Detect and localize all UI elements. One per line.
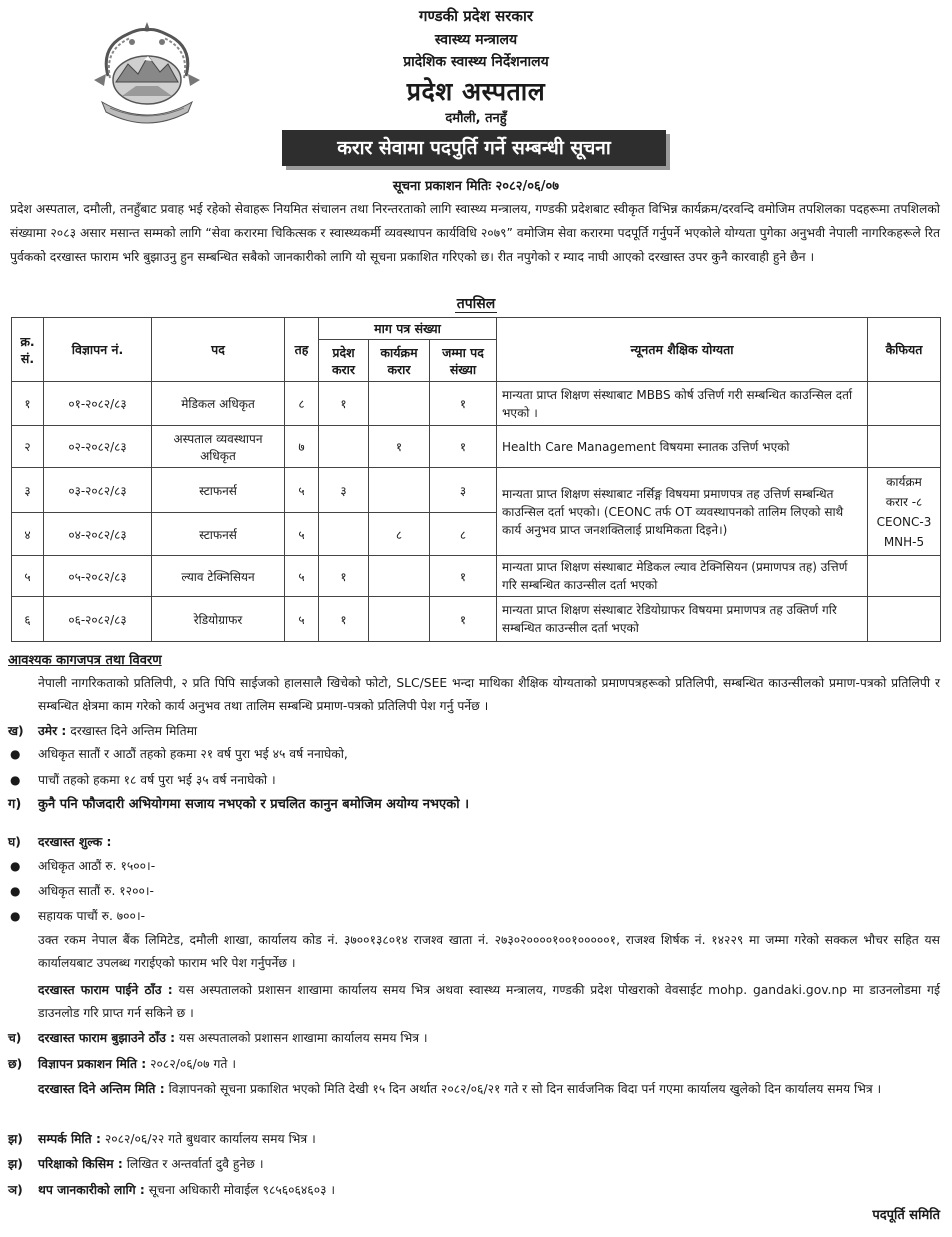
table-row	[12, 556, 941, 597]
vacancy-table	[11, 317, 941, 642]
item-jha	[8, 1128, 940, 1151]
notice-title-banner: करार सेवामा पदपुर्ति गर्ने सम्बन्धी सूचना	[282, 130, 666, 166]
row-pradesh: ३	[319, 468, 369, 513]
fee-bullet: ● अधिकृत आठौं रु. १५००।-	[10, 859, 156, 873]
col-remarks: कैफियत	[868, 318, 941, 382]
age-bullet: ● पाचौं तहको हकमा १८ वर्ष पुरा भई ३५ वर्ष ननाघेको ।	[10, 773, 276, 787]
table-row	[12, 468, 941, 513]
row-level: ५	[285, 597, 319, 642]
row-total: १	[430, 426, 497, 468]
row-qualification: मान्यता प्राप्त शिक्षण संस्थाबाट MBBS कोर्ष उत्तिर्ण गरी सम्बन्धित काउन्सिल दर्ता भएको ।	[497, 382, 868, 426]
row-pradesh	[319, 513, 369, 556]
row-adv: ०१-२०८२/८३	[44, 382, 152, 426]
item-na	[8, 1179, 940, 1202]
item-text: विज्ञापनको सूचना प्रकाशित भएको मिति देखी १५ दिन अर्थात २०८२/०६/२१ गते र सो दिन सार्वजनिक विदा पर्न गएमा कार्यालय खुलेको दिन कार्यालय समय भित्र ।	[168, 1082, 882, 1096]
item-label: ख)	[8, 724, 24, 738]
row-remarks	[868, 468, 941, 556]
row-adv: ०५-२०८२/८३	[44, 556, 152, 597]
remark-line: करार -८	[885, 494, 923, 509]
ministry-name: स्वास्थ्य मन्त्रालय	[434, 32, 518, 48]
table-row	[12, 382, 941, 426]
table-row	[12, 426, 941, 468]
hospital-name: प्रदेश अस्पताल	[406, 77, 546, 106]
item-label	[8, 1078, 38, 1101]
item-title: थप जानकारीको लागि :	[38, 1183, 145, 1197]
item-label: ग)	[8, 797, 22, 812]
item-text: कुनै पनि फौजदारी अभियोगमा सजाय नभएको र प्रचलित कानुन बमोजिम अयोग्य नभएको ।	[38, 797, 470, 812]
item-cha	[8, 1027, 940, 1050]
fee-note: उक्त रकम नेपाल बैंक लिमिटेड, दमौली शाखा, कार्यालय कोड नं. ३७००१३८०१४ राजश्व खाता नं. २७३०२००००१००१०००००१, राजश्व शिर्षक नं. १४२२९ मा जम्मा गरेको सक्कल भौचर सहित यस कार्यालयबाट उपलब्ध गराईएको फाराम भरि पेश गर्नुपर्नेछ ।	[38, 933, 940, 970]
row-post: मेडिकल अधिकृत	[152, 382, 285, 426]
item-ga	[8, 793, 940, 816]
directorate-name: प्रादेशिक स्वास्थ्य निर्देशनालय	[403, 54, 549, 70]
row-qualification: मान्यता प्राप्त शिक्षण संस्थाबाट मेडिकल ल्याव टेक्निसियन (प्रमाणपत्र तह) उत्तिर्ण गरि सम्बन्धित काउन्सील दर्ता भएको	[497, 556, 868, 597]
col-post: पद	[152, 318, 285, 382]
row-pradesh: १	[319, 382, 369, 426]
row-post: ल्याव टेक्निसियन	[152, 556, 285, 597]
row-level: ५	[285, 513, 319, 556]
item-chha	[8, 1053, 940, 1076]
requirements-title: आवश्यक कागजपत्र तथा विवरण	[8, 653, 162, 668]
row-program	[369, 597, 430, 642]
item-text: यस अस्पतालको प्रशासन शाखामा कार्यालय समय भित्र अथवा स्वास्थ्य मन्त्रालय, गण्डकी प्रदेश पोखराको वेवसाईट mohp. gandaki.gov.np मा डाउनलोडमा गई डाउनलोड गरि प्राप्त गर्न सकिने छ ।	[38, 983, 940, 1020]
row-program	[369, 468, 430, 513]
item-title: दरखास्त फाराम पाईने ठाँउ :	[38, 983, 173, 997]
schedule-heading: तपसिल	[456, 296, 496, 312]
row-program	[369, 556, 430, 597]
row-remarks	[868, 426, 941, 468]
row-program: १	[369, 426, 430, 468]
row-sn: ६	[12, 597, 44, 642]
intro-paragraph: प्रदेश अस्पताल, दमौली, तनहुँबाट प्रवाह भई रहेको सेवाहरू नियमित संचालन तथा निरन्तरताको लागि स्वास्थ्य मन्त्रालय, गण्डकी प्रदेशबाट स्वीकृत विभिन्न कार्यक्रम/दरवन्दि वमोजिम तपशिलका पदहरूमा तपशिलको संख्यामा २०८३ असार मसान्त सम्मको लागि “सेवा करारमा चिकित्सक र स्वास्थ्यकर्मी व्यवस्थापन कार्यविधि २०७९” वमोजिम सेवा करारमा पदपूर्ति गर्नुपर्ने भएकोले योग्यता पुगेका अनुभवी नेपाली नागरिकहरूले रित पुर्वकको दरखास्त फाराम भरि बुझाउनु हुन सम्बन्धित सबैको जानकारीको लागि यो सूचना प्रकाशित गरिएको छ। रीत नपुगेको र म्याद नाघी आएको दरखास्त उपर कुनै कारवाही हुने छैन ।	[10, 202, 940, 264]
item-text: २०८२/०६/२२ गते बुधवार कार्यालय समय भित्र ।	[104, 1132, 316, 1146]
item-label	[8, 979, 38, 1002]
age-bullet: ● अधिकृत सातौं र आठौं तहको हकमा २१ वर्ष पुरा भई ४५ वर्ष ननाघेको,	[10, 747, 348, 761]
item-text: २०८२/०६/०७ गते ।	[150, 1057, 236, 1071]
row-sn: ३	[12, 468, 44, 513]
col-total: जम्मा पद संख्या	[430, 340, 497, 382]
row-remarks	[868, 382, 941, 426]
item-label: ञ)	[8, 1183, 23, 1197]
item-title: दरखास्त शुल्क :	[38, 835, 112, 849]
row-pradesh: १	[319, 597, 369, 642]
row-total: ३	[430, 468, 497, 513]
item-title: उमेर :	[38, 724, 67, 738]
row-adv: ०३-२०८२/८३	[44, 468, 152, 513]
item-label: छ)	[8, 1057, 23, 1071]
signature-committee: पदपूर्ति समिति	[872, 1208, 940, 1223]
item-title: विज्ञापन प्रकाशन मिति :	[38, 1057, 147, 1071]
col-demand-group: माग पत्र संख्या	[319, 318, 497, 340]
row-level: ५	[285, 556, 319, 597]
row-level: ५	[285, 468, 319, 513]
government-name: गण्डकी प्रदेश सरकार	[419, 7, 533, 25]
row-pradesh	[319, 426, 369, 468]
row-total: १	[430, 597, 497, 642]
row-total: १	[430, 382, 497, 426]
row-post: अस्पताल व्यवस्थापन अधिकृत	[152, 426, 285, 468]
item-nga	[8, 979, 940, 1025]
row-pradesh: १	[319, 556, 369, 597]
item-text: यस अस्पतालको प्रशासन शाखामा कार्यालय समय भित्र ।	[178, 1031, 428, 1045]
col-qualification: न्यूनतम शैक्षिक योग्यता	[497, 318, 868, 382]
item-text: नेपाली नागरिकताको प्रतिलिपी, २ प्रति पिपि साईजको हालसालै खिचेको फोटो, SLC/SEE भन्दा माथिका शैक्षिक योग्यताको प्रमाणपत्रहरूको प्रतिलिपी, सम्बन्धित काउन्सीलको प्रमाण-पत्रको प्रतिलिपी र सम्बन्धित क्षेत्रमा काम गरेको कार्य अनुभव तथा तालिम सम्बन्धि प्रमाण-पत्रको प्रतिलिपी पेश गर्नु पर्नेछ ।	[38, 676, 940, 713]
item-title: सम्पर्क मिति :	[38, 1132, 101, 1146]
fee-bullet: ● अधिकृत सातौं रु. १२००।-	[10, 884, 154, 898]
item-title: दरखास्त दिने अन्तिम मिति :	[38, 1082, 165, 1096]
item-text: दरखास्त दिने अन्तिम मितिमा	[70, 724, 198, 738]
col-sn: क्र. सं.	[12, 318, 44, 382]
col-pradesh: प्रदेश करार	[319, 340, 369, 382]
row-level: ८	[285, 382, 319, 426]
row-qualification: मान्यता प्राप्त शिक्षण संस्थाबाट रेडियोग्राफर विषयमा प्रमाणपत्र तह उक्तिर्ण गरि सम्बन्धित काउन्सील दर्ता भएको	[497, 597, 868, 642]
row-sn: ५	[12, 556, 44, 597]
remark-line: कार्यक्रम	[886, 474, 922, 489]
item-gha	[8, 831, 940, 854]
col-program: कार्यक्रम करार	[369, 340, 430, 382]
row-sn: ४	[12, 513, 44, 556]
row-post: स्टाफनर्स	[152, 468, 285, 513]
item-label: घ)	[8, 835, 21, 849]
item-text: लिखित र अन्तर्वार्ता दुवै हुनेछ ।	[126, 1157, 264, 1171]
publish-date: सूचना प्रकाशन मितिः २०८२/०६/०७	[392, 179, 560, 194]
row-adv: ०२-२०८२/८३	[44, 426, 152, 468]
row-total: १	[430, 556, 497, 597]
row-qualification: Health Care Management विषयमा स्नातक उत्तिर्ण भएको	[497, 426, 868, 468]
row-adv: ०४-२०८२/८३	[44, 513, 152, 556]
item-title: दरखास्त फाराम बुझाउने ठाँउ :	[38, 1031, 176, 1045]
row-remarks	[868, 556, 941, 597]
row-remarks	[868, 597, 941, 642]
remark-line: CEONC-3	[876, 514, 932, 529]
item-ka	[8, 672, 940, 718]
item-label: झ)	[8, 1132, 23, 1146]
row-sn: १	[12, 382, 44, 426]
col-level: तह	[285, 318, 319, 382]
remark-line: MNH-5	[883, 534, 925, 549]
row-post: रेडियोग्राफर	[152, 597, 285, 642]
item-title: परिक्षाको किसिम :	[38, 1157, 123, 1171]
item-kha	[8, 720, 940, 743]
row-qualification: मान्यता प्राप्त शिक्षण संस्थाबाट नर्सिङ्ग विषयमा प्रमाणपत्र तह उत्तिर्ण सम्बन्धित काउन्सिल दर्ता भएको। (CEONC तर्फ OT व्यवस्थापनको तालिम लिएको साथै कार्य अनुभव प्राप्त जनशक्तिलाई प्राथमिकता दिइने।)	[497, 468, 868, 556]
fee-bullet: ● सहायक पाचौं रु. ७००।-	[10, 909, 146, 923]
item-label: च)	[8, 1031, 22, 1045]
item-label	[8, 672, 38, 695]
hospital-location: दमौली, तनहुँ	[445, 111, 507, 126]
row-total: ८	[430, 513, 497, 556]
item-ja	[8, 1078, 940, 1101]
row-post: स्टाफनर्स	[152, 513, 285, 556]
item-text: सूचना अधिकारी मोवाईल ९८५६०६४६०३ ।	[148, 1183, 336, 1197]
row-level: ७	[285, 426, 319, 468]
col-adv-no: विज्ञापन नं.	[44, 318, 152, 382]
item-label: झ)	[8, 1157, 23, 1171]
row-program	[369, 382, 430, 426]
item-jha2	[8, 1153, 940, 1176]
row-sn: २	[12, 426, 44, 468]
row-adv: ०६-२०८२/८३	[44, 597, 152, 642]
table-row	[12, 597, 941, 642]
row-program: ८	[369, 513, 430, 556]
